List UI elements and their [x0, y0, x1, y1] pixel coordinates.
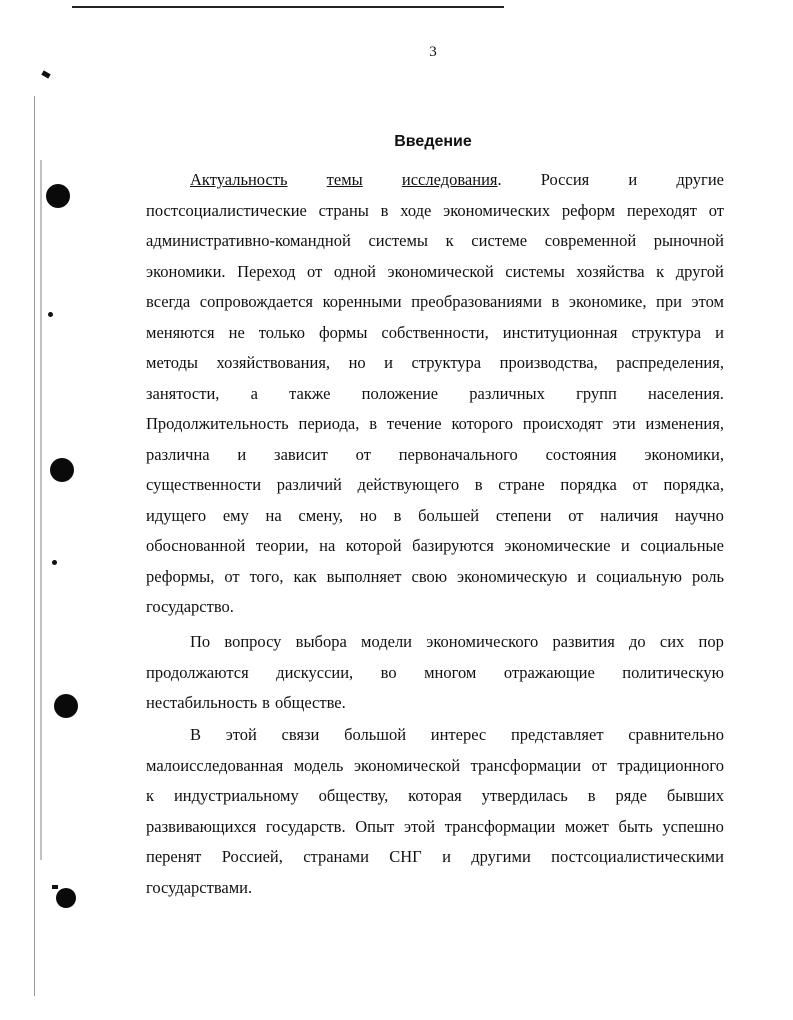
text-line: постсоциалистические страны в ходе экономических реформ переходят от [146, 200, 724, 220]
text-line: развивающихся государств. Опыт этой трансформации может быть успешно [146, 816, 724, 836]
punch-hole [54, 694, 78, 718]
scan-top-rule [72, 6, 504, 8]
scan-edge-line [34, 96, 35, 996]
text-line: к индустриальному обществу, которая утвердилась в ряде бывших [146, 786, 724, 805]
text-line: нестабильность в обществе. [146, 693, 346, 712]
text-line: По вопросу выбора модели экономического развития до сих пор [190, 632, 724, 651]
text-line: Актуальность темы исследования. Россия и другие [146, 165, 724, 196]
text-line: Продолжительность периода, в течение которого происходят эти изменения, [146, 414, 724, 433]
paragraph-3 [146, 720, 724, 903]
page-number: 3 [429, 44, 437, 60]
text-line: реформы, от того, как выполняет свою экономическую и социальную роль [146, 566, 724, 586]
text-line: различна и зависит от первоначального состояния экономики, [146, 444, 724, 464]
scan-left-edge [30, 60, 56, 1000]
text-line: методы хозяйствования, но и структура производства, распределения, [146, 353, 724, 372]
text-line: всегда сопровождается коренными преобразованиями в экономике, при этом [146, 292, 724, 311]
text-line: В этой связи большой интерес представляет сравнительно [190, 725, 724, 744]
paragraph-2 [146, 627, 724, 719]
punch-hole [50, 458, 74, 482]
scan-speck [52, 560, 57, 565]
text-line: перенят Россией, странами СНГ и другими постсоциалистическими [146, 847, 724, 866]
underlined-phrase: темы [326, 170, 363, 189]
text-line: экономики. Переход от одной экономической системы хозяйства к другой [146, 261, 724, 281]
punch-hole [56, 888, 76, 908]
text-line: административно-командной системы к системе современной рыночной [146, 231, 724, 250]
underlined-phrase: исследования. [401, 170, 502, 189]
text-line: занятости, а также положение различных групп населения. [146, 383, 724, 403]
text-line: идущего ему на смену, но в большей степени от наличия научно [146, 505, 724, 525]
scan-edge-line [40, 160, 42, 860]
section-title: Введение [394, 133, 472, 150]
scan-speck [41, 70, 50, 78]
paragraph-1-lines [146, 165, 724, 623]
underlined-phrase: Актуальность [190, 170, 288, 189]
scan-speck [48, 312, 53, 317]
text-line: государство. [146, 597, 234, 616]
text-line: малоисследованная модель экономической трансформации от традиционного [146, 755, 724, 775]
text-line: государствами. [146, 877, 253, 897]
text-line: продолжаются дискуссии, во многом отражающие политическую [146, 662, 724, 682]
text-line: существенности различий действующего в стране порядка от порядка, [146, 475, 724, 494]
scan-speck [52, 885, 58, 889]
text-line: обоснованной теории, на которой базируются экономические и социальные [146, 536, 724, 555]
punch-hole [46, 184, 70, 208]
text-line: меняются не только формы собственности, институционная структура и [146, 322, 724, 342]
